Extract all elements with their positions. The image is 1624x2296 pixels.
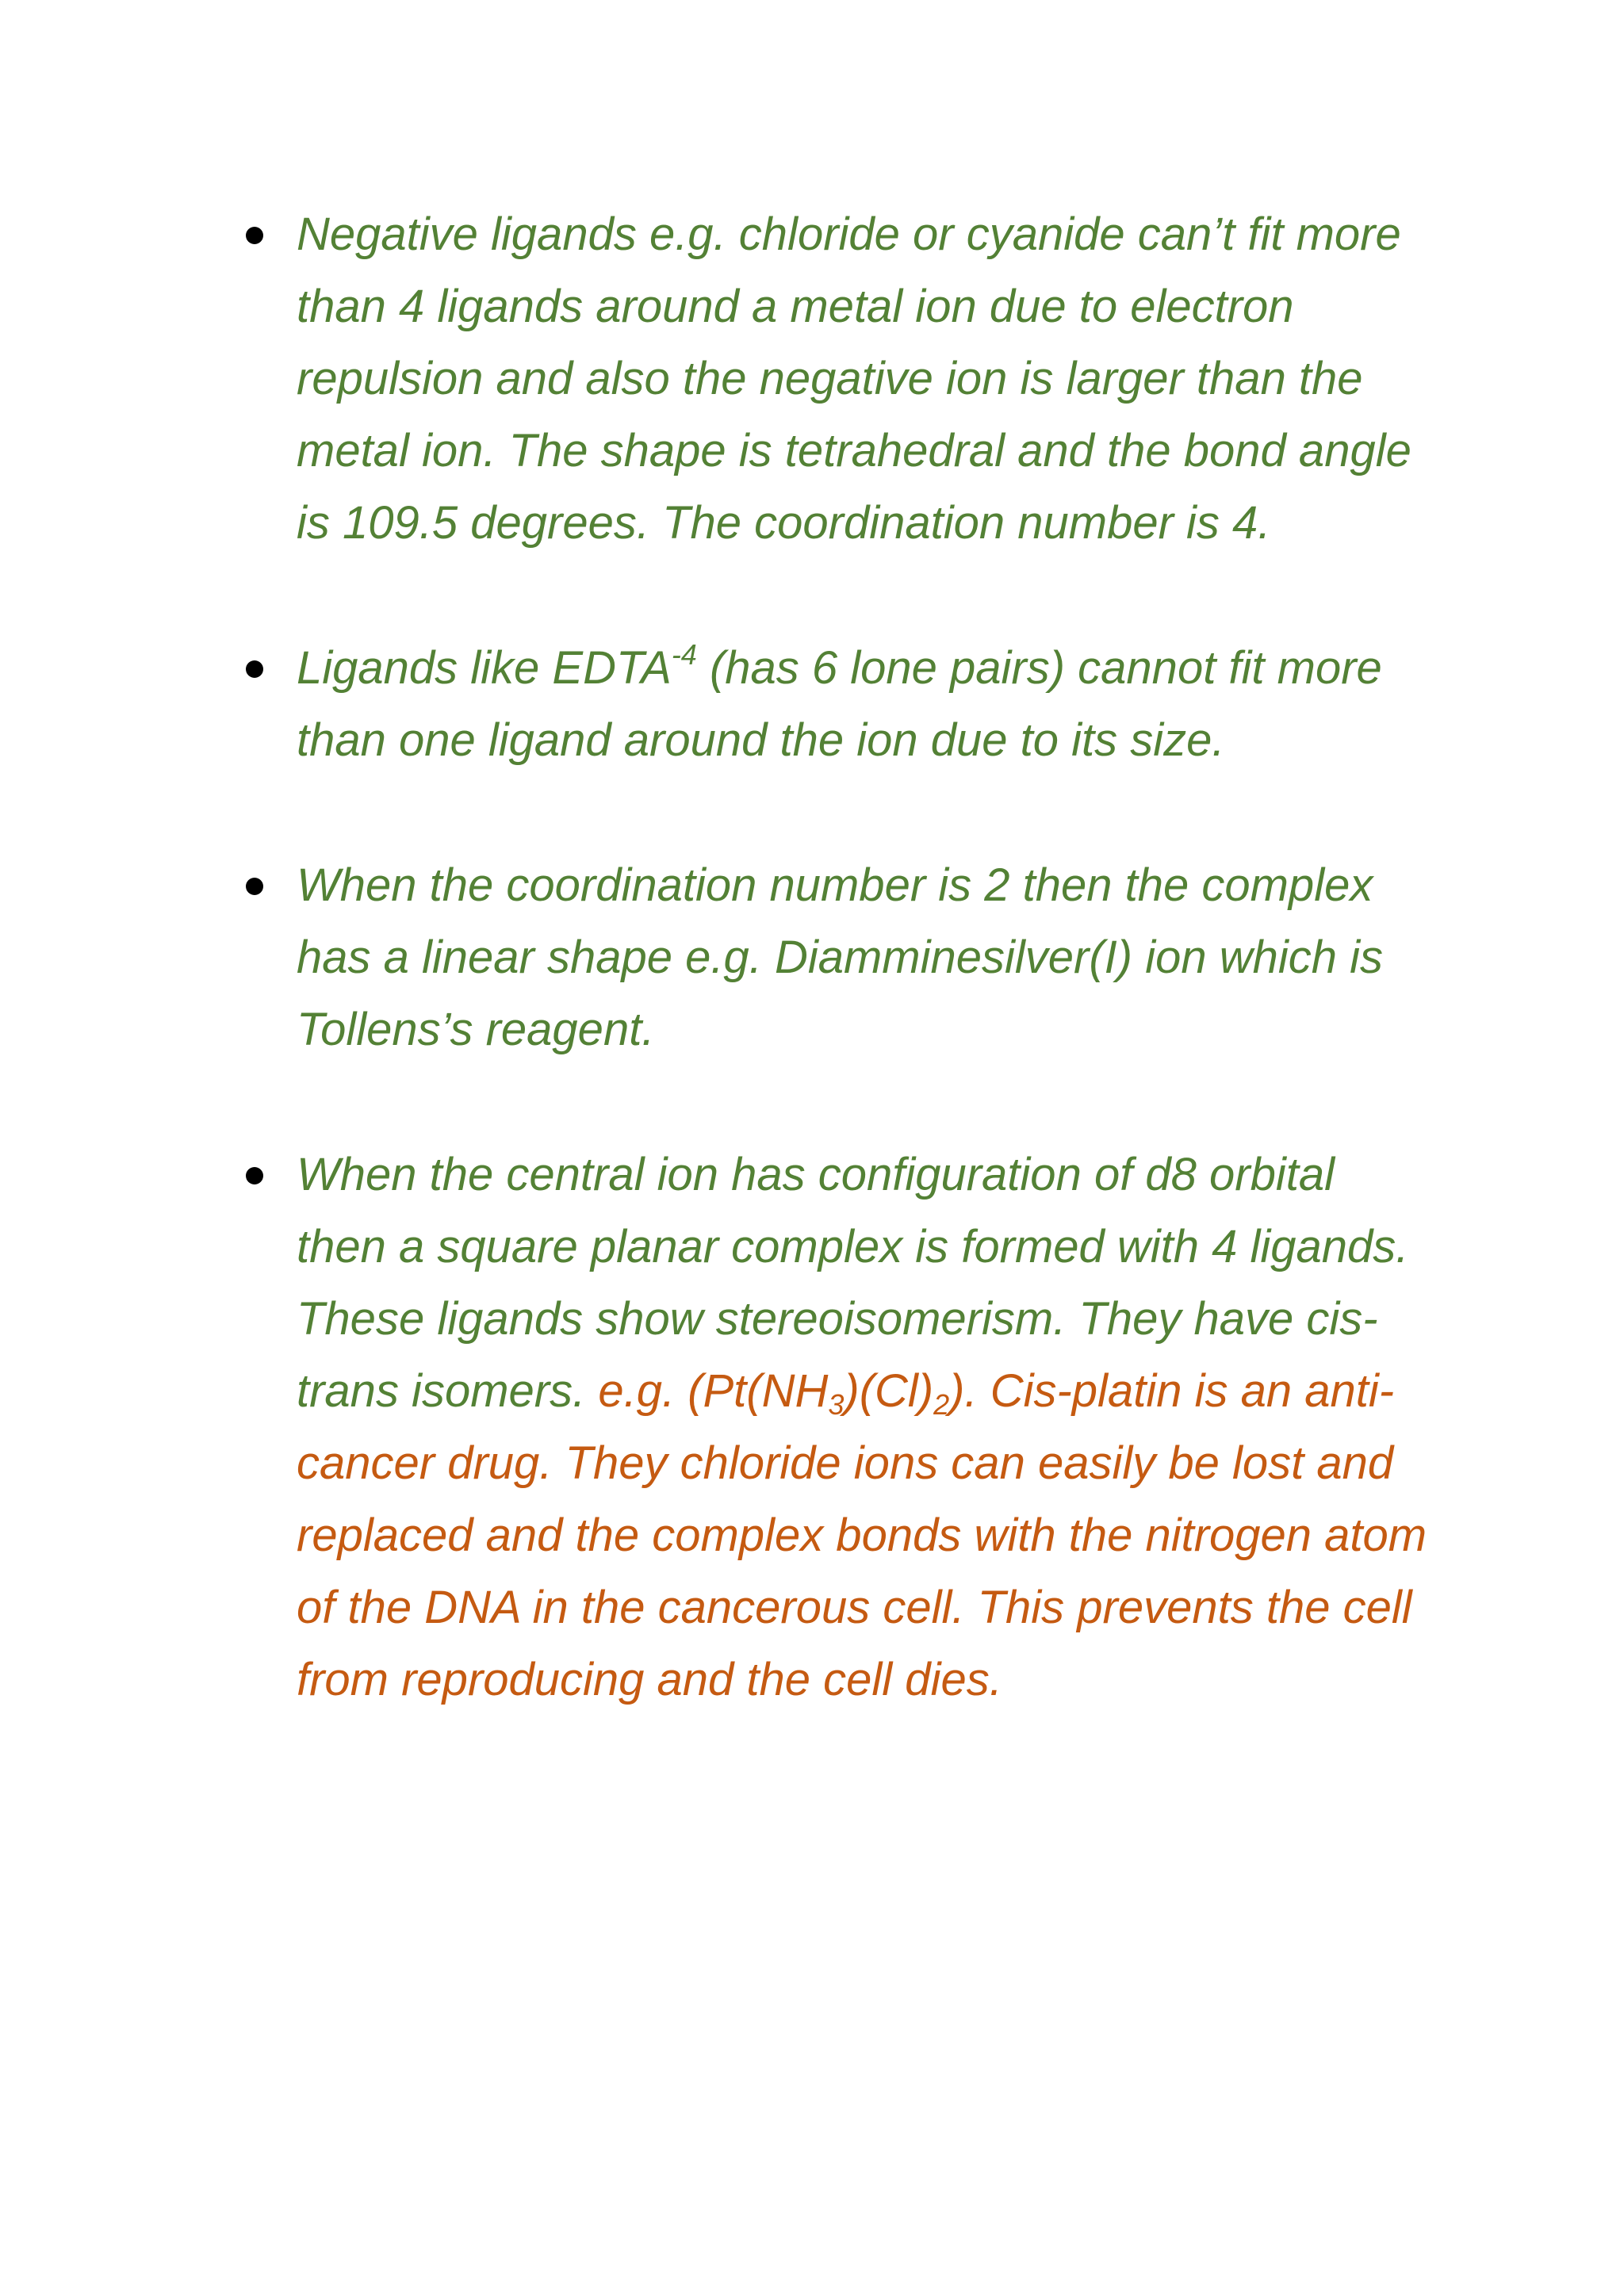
formula-part-2: )(Cl) [844,1365,934,1417]
formula-part-1: e.g. (Pt(NH [598,1365,829,1417]
bullet-text-start: Ligands like EDTA [297,642,672,694]
cisplatin-explanation: ). Cis-platin is an anti-cancer drug. They chloride ions can easily be lost and replaced and the complex bonds with the nitrogen atom of the DNA in the cancerous cell. This prevents the cell from reproducing and the cell dies. [297,1365,1427,1705]
formula-subscript-2: 2 [933,1388,950,1421]
formula-subscript-1: 3 [828,1388,845,1421]
bullet-item-square-planar [246,1138,1435,1716]
bullet-item-edta [246,632,1435,776]
bullet-dot [246,227,263,244]
bullet-text: When the coordination number is 2 then the complex has a linear shape e.g. Diamminesilver(I) ion which is Tollens’s reagent. [297,859,1384,1055]
bullet-dot [246,1167,263,1184]
bullet-text-end: (has 6 lone pairs) cannot fit more than one ligand around the ion due to its size. [297,642,1382,766]
bullet-dot [246,878,263,895]
charge-superscript: -4 [671,638,697,671]
bullet-item-linear-shape [246,849,1435,1066]
bullet-dot [246,660,263,678]
bullet-text-green: When the central ion has configuration of d8 orbital then a square planar complex is formed with 4 ligands. These ligands show stereoisomerism. They have cis-trans isomers. [297,1149,1409,1417]
bullet-list [246,198,1435,1789]
bullet-item-negative-ligands [246,198,1435,559]
bullet-text: Negative ligands e.g. chloride or cyanide can’t fit more than 4 ligands around a metal ion due to electron repulsion and also the negative ion is larger than the metal ion. The shape is tetrahedral and the bond angle is 109.5 degrees. The coordination number is 4. [297,209,1411,549]
